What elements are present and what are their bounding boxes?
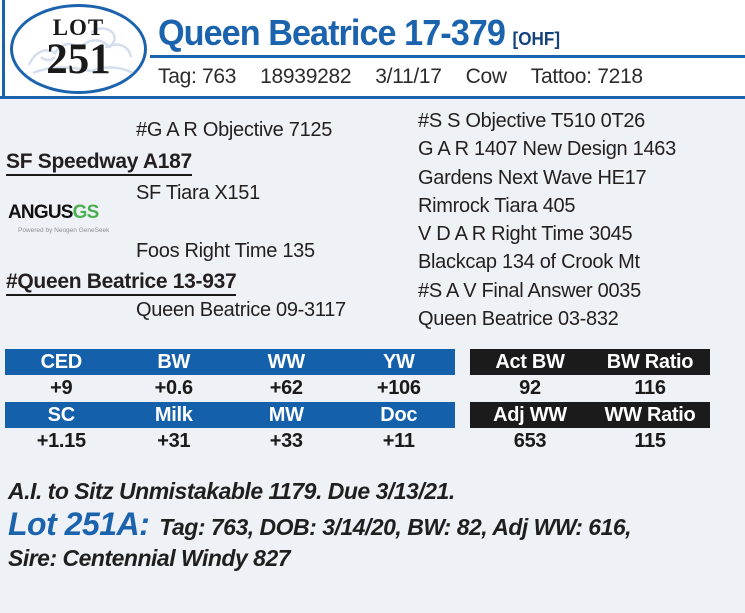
ancestor-line: Queen Beatrice 03-832 (418, 308, 619, 331)
ancestor-line: V D A R Right Time 3045 (418, 223, 633, 246)
lot-a-sire-line (8, 545, 290, 572)
epd-value: +106 (376, 377, 421, 399)
title-underline-rule (150, 55, 745, 58)
left-border-rule (2, 0, 5, 97)
ai-breeding-note: A.I. to Sitz Unmistakable 1179. Due 3/13/21. (8, 478, 455, 504)
weight-value: 653 (513, 430, 547, 452)
weight-value: 116 (634, 377, 666, 399)
epd-value: +31 (157, 430, 191, 452)
sex-label: Cow (465, 65, 507, 88)
pedigree-sire-sire: #G A R Objective 7125 (136, 119, 333, 141)
epd-header: WW (230, 349, 343, 375)
ancestor-line: #S S Objective T510 0T26 (418, 110, 646, 132)
lot-label: LOT (52, 15, 105, 40)
tattoo-value: Tattoo: 7218 (530, 65, 643, 88)
weight-header-row (470, 349, 710, 375)
angus-gs-logo (8, 202, 110, 239)
weight-header-row (470, 402, 710, 428)
epd-value: +62 (269, 377, 303, 399)
epd-table (5, 349, 455, 455)
tag-value: Tag: 763 (158, 65, 237, 88)
ancestor-line: Gardens Next Wave HE17 (418, 166, 647, 189)
epd-value: +1.15 (36, 430, 86, 452)
epd-value: +11 (382, 430, 415, 452)
weight-header: Adj WW (470, 402, 590, 428)
lot-number: 251 (46, 36, 111, 83)
epd-header: YW (343, 349, 456, 375)
weight-value: 92 (519, 377, 541, 399)
epd-header: MW (230, 402, 343, 428)
epd-header: SC (5, 402, 118, 428)
epd-header: Doc (343, 402, 456, 428)
epd-value-row (5, 375, 455, 402)
animal-title (158, 12, 560, 54)
ancestor-line: Blackcap 134 of Crook Mt (418, 251, 640, 274)
registration-info-row (158, 65, 643, 89)
ancestor-line: #S A V Final Answer 0035 (418, 279, 641, 302)
ancestor-line: Rimrock Tiara 405 (418, 194, 576, 217)
epd-header-row (5, 402, 455, 428)
epd-value: +0.6 (154, 377, 193, 399)
weight-header: BW Ratio (590, 349, 710, 375)
epd-value-row (5, 428, 455, 455)
birth-date: 3/11/17 (375, 65, 442, 88)
weight-header: WW Ratio (590, 402, 710, 428)
weight-value-row (470, 375, 710, 402)
ancestor-line: G A R 1407 New Design 1463 (418, 138, 676, 161)
pedigree-sire: SF Speedway A187 (6, 150, 192, 176)
lot-a-sire-details: Sire: Centennial Windy 827 (8, 545, 291, 571)
angus-logo-text: ANGUS (8, 202, 73, 223)
pedigree-ancestors-column (418, 107, 676, 333)
weight-value-row (470, 428, 710, 455)
epd-header: BW (118, 349, 231, 375)
header-divider-rule (0, 96, 745, 99)
pedigree-dam: #Queen Beatrice 13-937 (6, 270, 236, 296)
epd-header-row (5, 349, 455, 375)
lot-a-label: Lot 251A: (8, 506, 150, 542)
title-suffix-tag: [OHF] (512, 29, 561, 49)
weight-header: Act BW (470, 349, 590, 375)
weight-value: 115 (634, 430, 666, 452)
registration-number: 18939282 (260, 65, 352, 88)
epd-value: +33 (269, 430, 303, 452)
lot-a-line (8, 506, 631, 543)
weight-table (470, 349, 710, 455)
pedigree-dam-sire: Foos Right Time 135 (136, 240, 315, 262)
angus-logo-tagline: Powered by Neogen GeneSeek (18, 227, 110, 234)
epd-header: CED (5, 349, 118, 375)
epd-value: +9 (50, 377, 73, 399)
pedigree-sire-dam: SF Tiara X151 (136, 182, 260, 204)
lot-a-details: Tag: 763, DOB: 3/14/20, BW: 82, Adj WW: 616, (159, 514, 632, 540)
angus-gs-text: GS (72, 202, 99, 223)
lot-badge (10, 4, 147, 94)
epd-header: Milk (118, 402, 231, 428)
animal-name: Queen Beatrice 17-379 (158, 12, 505, 53)
pedigree-dam-dam: Queen Beatrice 09-3117 (136, 299, 346, 321)
